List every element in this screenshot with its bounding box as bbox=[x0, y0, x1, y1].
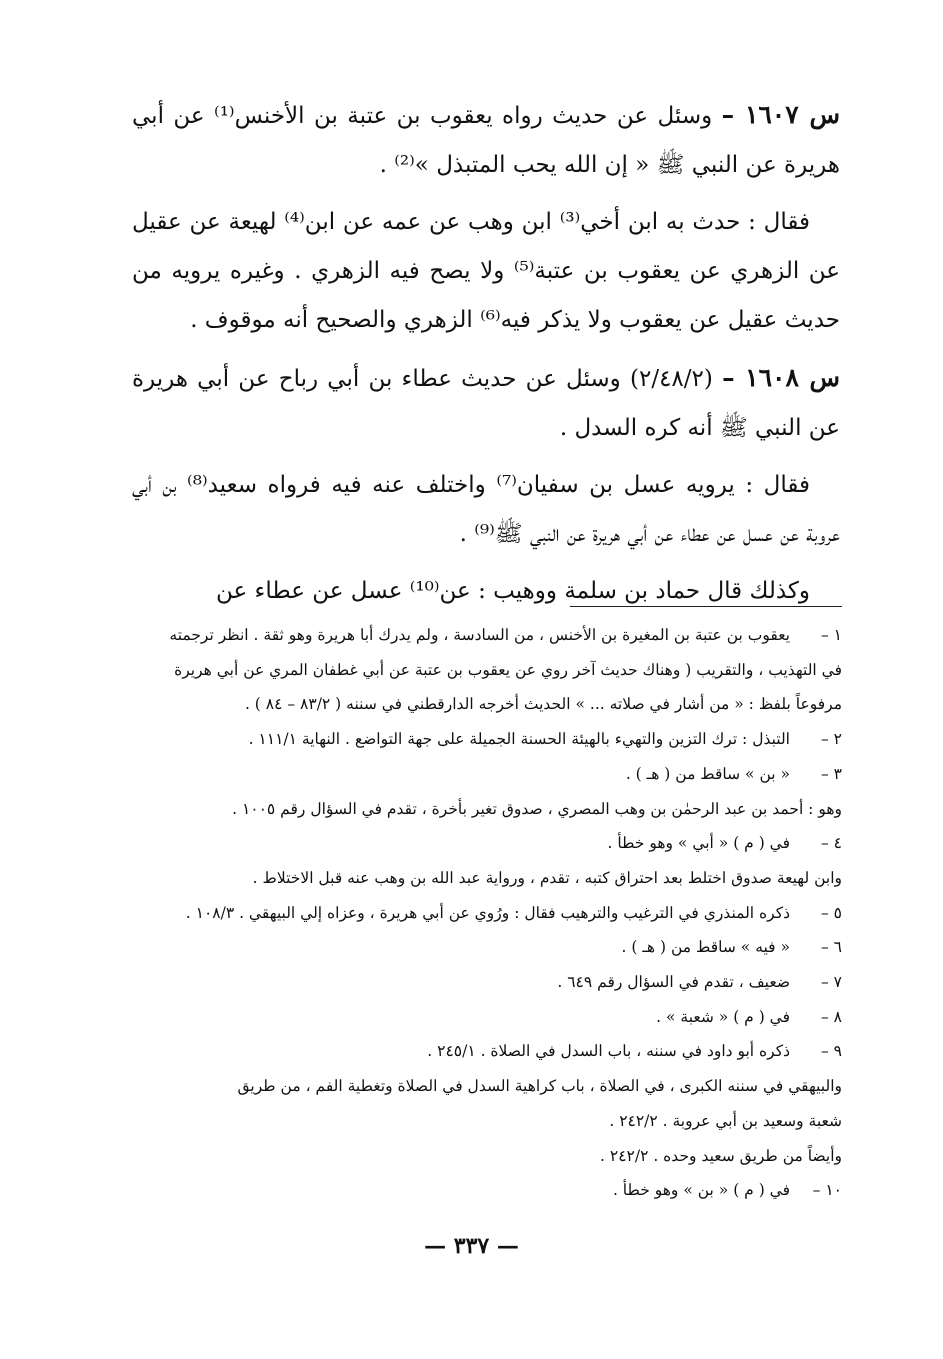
footnote-number: ٩ – bbox=[820, 1042, 842, 1061]
footnote bbox=[132, 722, 842, 757]
footnote-number: ٦ – bbox=[820, 938, 842, 957]
footnote bbox=[132, 1173, 842, 1208]
footnote-text: شعبة وسعيد بن أبي عروبة . ٢٤٢/٢ . bbox=[609, 1111, 842, 1130]
footnote bbox=[132, 965, 842, 1000]
footnote-text: التبذل : ترك التزين والتهيء بالهيئة الحسنة الجميلة على جهة التواضع . النهاية ١١١/١ . bbox=[248, 730, 790, 749]
footnote-text: في ( م ) « بن » وهو خطأ . bbox=[612, 1181, 790, 1200]
footnote-text: وهو : أحمد بن عبد الرحمٰن بن وهب المصري ، صدوق تغير بأخرة ، تقدم في السؤال رقم ١٠٠٥ . bbox=[232, 799, 842, 818]
question-text: وسئل عن حديث رواه يعقوب بن عتبة بن الأخنس⁽¹⁾ عن أبي هريرة عن النبي ﷺ « إن الله يحب المتبذل »⁽²⁾ . bbox=[132, 103, 840, 178]
page-number: — ٣٣٧ — bbox=[424, 1233, 519, 1259]
footnote-number: ٧ – bbox=[820, 973, 842, 992]
footnote-number: ٥ – bbox=[820, 903, 842, 922]
footnote-text: « فيه » ساقط من ( هـ ) . bbox=[621, 938, 790, 957]
question-number: س ١٦٠٨ – bbox=[722, 363, 840, 392]
footnote-number: ٣ – bbox=[820, 764, 842, 783]
main-text bbox=[132, 90, 840, 624]
answer-1607 bbox=[132, 198, 840, 345]
answer-text: فقال : يرويه عسل بن سفيان⁽⁷⁾ واختلف عنه فيه فرواه سعيد⁽⁸⁾ بن أبي عروبة عن عسل عن عطاء عن أبي هريرة عن النبي ﷺ⁽⁹⁾ . bbox=[132, 472, 840, 547]
footnote-continuation bbox=[132, 687, 842, 722]
footnote-text: في ( م ) « أبي » وهو خطأ . bbox=[607, 834, 790, 853]
footnote bbox=[132, 930, 842, 965]
footnote-number: ٨ – bbox=[820, 1007, 842, 1026]
footnote bbox=[132, 618, 842, 653]
answer-text: وكذلك قال حماد بن سلمة ووهيب : عن⁽¹⁰⁾ عسل عن عطاء عن bbox=[216, 578, 810, 604]
question-1608 bbox=[132, 353, 840, 453]
footnote-text: يعقوب بن عتبة بن المغيرة بن الأخنس ، من السادسة ، ولم يدرك أبا هريرة وهو ثقة . انظر ترجمته bbox=[169, 626, 790, 644]
footnote-continuation bbox=[132, 1104, 842, 1139]
footnote-text: ضعيف ، تقدم في السؤال رقم ٦٤٩ . bbox=[557, 973, 790, 992]
footnote-continuation bbox=[132, 1069, 842, 1104]
question-text: (٢/٤٨/٢) وسئل عن حديث عطاء بن أبي رباح عن أبي هريرة عن النبي ﷺ أنه كره السدل . bbox=[132, 366, 840, 441]
footnote-continuation bbox=[132, 792, 842, 827]
question-1607 bbox=[132, 90, 840, 190]
footnote-text: وابن لهيعة صدوق اختلط بعد احتراق كتبه ، تقدم ، ورواية عبد الله بن وهب عنه قبل الاختلاط . bbox=[252, 868, 842, 887]
footnote-text: ذكره المنذري في الترغيب والترهيب فقال : ورُوي عن أبي هريرة ، وعزاه إلي البيهقي . ١٠٨/٣ . bbox=[185, 903, 790, 922]
footnote bbox=[132, 1034, 842, 1069]
footnote-number: ١ – bbox=[820, 626, 842, 644]
footnote bbox=[132, 1000, 842, 1035]
question-number: س ١٦٠٧ – bbox=[721, 100, 840, 129]
footnote bbox=[132, 757, 842, 792]
answer-text: فقال : حدث به ابن أخي⁽³⁾ ابن وهب عن عمه عن ابن⁽⁴⁾ لهيعة عن عقيل عن الزهري عن يعقوب بن عتبة⁽⁵⁾ ولا يصح فيه الزهري . وغيره يرويه من حديث عقيل عن يعقوب ولا يذكر فيه⁽⁶⁾ الزهري والصحيح أنه موقوف . bbox=[132, 209, 840, 333]
answer-1608-continued bbox=[132, 567, 840, 616]
footnote bbox=[132, 896, 842, 931]
footnote-divider bbox=[570, 606, 842, 607]
footnote-text: « بن » ساقط من ( هـ ) . bbox=[625, 764, 790, 783]
footnote-text: في التهذيب ، والتقريب ( وهناك حديث آخر روي عن يعقوب بن عتبة عن أبي غطفان المري عن أبي هريرة bbox=[174, 660, 842, 679]
footnote-number: ١٠ – bbox=[812, 1181, 842, 1200]
footnote-continuation bbox=[132, 861, 842, 896]
footnote-text: مرفوعاً بلفظ : « من أشار في صلاته ... » الحديث أخرجه الدارقطني في سننه ( ٨٣/٢ – ٨٤ ) . bbox=[244, 695, 842, 714]
footnote-text: والبيهقي في سننه الكبرى ، في الصلاة ، باب كراهية السدل في الصلاة وتغطية الفم ، من طريق bbox=[237, 1077, 842, 1096]
footnote-number: ٤ – bbox=[820, 834, 842, 853]
footnote-text: ذكره أبو داود في سننه ، باب السدل في الصلاة . ٢٤٥/١ . bbox=[427, 1042, 790, 1061]
answer-1608 bbox=[132, 461, 840, 559]
footnote bbox=[132, 826, 842, 861]
footnote-continuation bbox=[132, 653, 842, 688]
footnotes bbox=[132, 618, 842, 1208]
footnote-continuation bbox=[132, 1139, 842, 1174]
footnote-text: وأيضاً من طريق سعيد وحده . ٢٤٢/٢ . bbox=[600, 1146, 842, 1165]
footnote-text: في ( م ) « شعبة » . bbox=[656, 1007, 790, 1026]
footnote-number: ٢ – bbox=[820, 730, 842, 749]
